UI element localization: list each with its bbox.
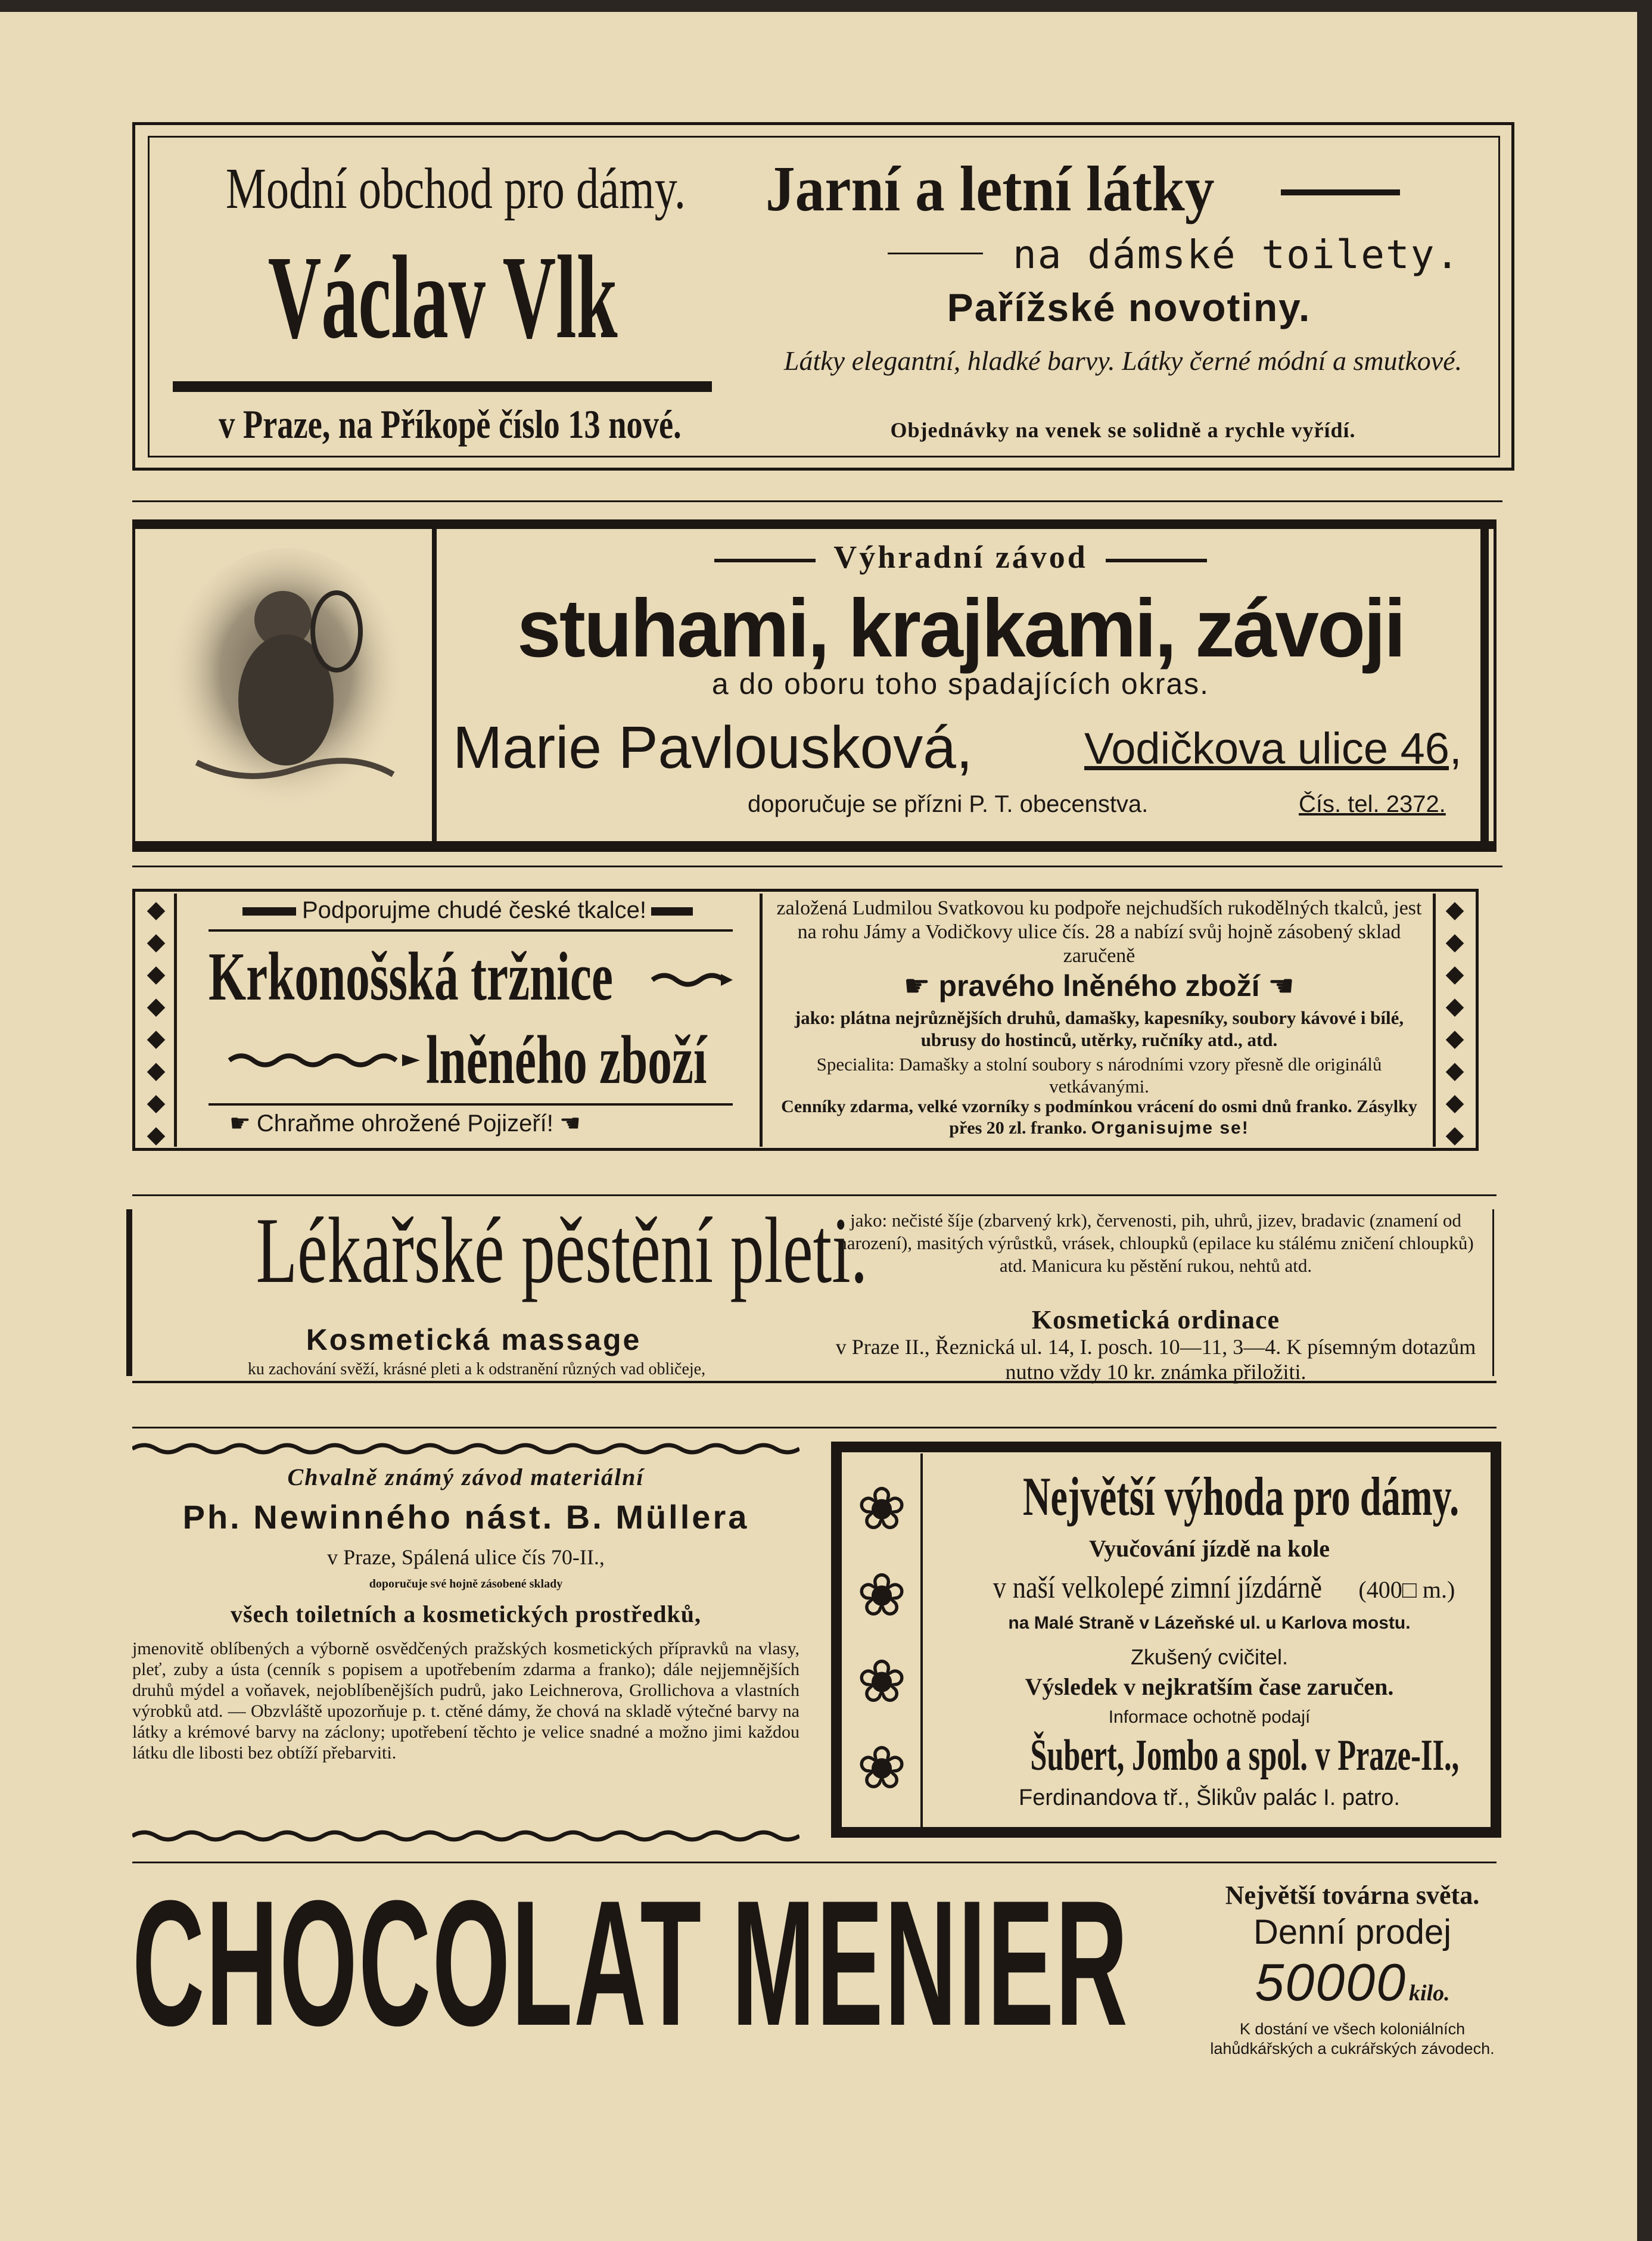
menier-brand: CHOCOLAT MENIER [132,1868,1130,2063]
vlk-orders: Objednávky na venek se solidně a rychle vyřídí. [890,418,1356,442]
pointing-hand-icon: ☛ [1268,969,1295,1003]
flower-ornament: ❀ [857,1474,907,1543]
trznice-headline: ☛ pravého lněného zboží ☛ [903,969,1295,1003]
vlk-fabrics: Látky elegantní, hladké barvy. Látky černé módní a smutkové. [783,346,1463,376]
menier-availability: K dostání ve všech koloniálních lahůdkářských a cukrářských závodech. [1210,2020,1495,2058]
vlk-novelty: Pařížské novotiny. [947,285,1311,329]
pointing-hand-icon: ☛ [229,1110,251,1137]
pavlouskova-recommend: doporučuje se přízni P. T. obecenstva. [748,791,1149,817]
separator-5 [132,1862,1497,1863]
kosmetika-massage: Kosmetická massage [306,1323,642,1356]
kosmetika-right-line [1492,1209,1494,1376]
menier-daily: Denní prodej [1253,1913,1452,1951]
cupid-vignette [155,536,417,834]
trznice-left-line [174,894,177,1147]
flower-ornament-column [846,1465,917,1811]
right-edge [1637,0,1652,2241]
pavlouskova-products: stuhami, krajkami, závoji [517,583,1404,674]
flower-ornament: ❀ [857,1646,907,1716]
wavy-rule-newinny-top [132,1442,799,1456]
newinny-address: v Praze, Spálená ulice čís 70-II., [327,1545,605,1569]
kosmetika-ordination: Kosmetická ordinace [1031,1305,1280,1334]
pavlouskova-divider [432,524,437,846]
jizdarna-line3: na Malé Straně v Lázeňské ul. u Karlova mostu. [1008,1613,1411,1633]
newinny-recommend: doporučuje své hojně zásobené sklady [369,1577,563,1591]
wavy-rule-1 [649,971,736,989]
pavlouskova-name: Marie Pavlousková, [453,714,973,781]
trznice-support: Podporujme chudé české tkalce! [179,895,757,926]
pavlouskova-exclusive: Výhradní závod [441,539,1480,575]
kosmetika-title: Lékařské pěstění pleti. [256,1199,868,1303]
trznice-divider [760,894,763,1147]
jizdarna-firm: Šubert, Jombo a spol. v Praze-II., [1030,1731,1460,1780]
newinny-headline: všech toiletních a kosmetických prostředků, [230,1601,702,1627]
trznice-rule-bottom [209,1103,733,1106]
trznice-protect: ☛ Chraňme ohrožené Pojizeří! ☛ [229,1108,754,1139]
jizdarna-line2: v naší velkolepé zimní jízdárně (400□ m.) [993,1571,1455,1605]
vlk-rule [173,381,712,392]
vlk-headline-dash [1281,189,1400,195]
pavlouskova-bottom-bar [132,841,1497,852]
jizdarna-line1: Vyučování jízdě na kole [1088,1535,1330,1562]
separator-1 [132,500,1502,502]
trznice-title1: Krkonošská tržnice [209,939,613,1015]
kosmetika-purpose: ku zachování svěží, krásné pleti a k odstranění různých vad obličeje, [247,1360,706,1378]
pavlouskova-right-bar [1480,524,1489,846]
kosmetika-left-bar [126,1209,132,1376]
jizdarna-address: Ferdinandova tř., Šlikův palác I. patro. [1019,1785,1400,1810]
newinny-body: jmenovitě oblíbených a výborně osvědčených pražských kosmetických přípravků na vlasy, pleť, zuby a ústa (cenník s popisem a upotřebením zdarma a franko); dále nejjemnějších druhů mýdel a voňavek, nejoblíbenějších pudrů, jako Leichnerova, Grollichova a vlastních výrobků atd. — Obzvláště upozorňuje p. t. ctěné dámy, že chová na skladě výtečné barvy na látky a krémové barvy na záclony; upotřebení těchto je velice snadné a možno jimi každou látku dle libosti bez obtíží přebarviti. [132,1639,799,1763]
trznice-right-line [1433,894,1436,1147]
pavlouskova-street: Vodičkova ulice 46, [1084,724,1462,773]
menier-amount: 50000 kilo. [1255,1953,1450,2012]
vlk-subline: na dámské toilety. [1013,232,1461,278]
vlk-address: v Praze, na Příkopě číslo 13 nové. [219,401,682,447]
pavlouskova-phone: Čís. tel. 2372. [1299,791,1446,817]
flower-ornament: ❀ [857,1733,907,1803]
trznice-specialty: Specialita: Damašky a stolní soubory s národními vzory přesně dle originálů vetkávanými. [816,1054,1382,1097]
newinny-intro: Chvalně známý závod materiální [287,1464,645,1490]
pavlouskova-top-bar [132,519,1497,529]
kosmetika-top-line [132,1194,1497,1196]
jizdarna-teacher: Zkušený cvičitel. [1130,1645,1289,1669]
menier-factory: Největší továrna světa. [1225,1881,1480,1910]
separator-4 [132,1427,1497,1428]
trznice-founded: založená Ludmilou Svatkovou ku podpoře nejchudších rukodělných tkalců, jest na rohu Jámy a Vodičkovy ulice čís. 28 a nabízí svůj hojně zásobený sklad zaručeně [776,897,1422,967]
diamond-border-left: ◆ ◆ ◆ ◆ ◆ ◆ ◆ ◆ [147,896,166,1148]
vlk-sub-dash [888,253,983,254]
wavy-rule-newinny-bottom [132,1829,799,1843]
jizdarna-inner-line [920,1453,923,1829]
newinny-name: Ph. Newinného nást. B. Müllera [182,1498,749,1536]
separator-2 [132,866,1502,867]
wavy-rule-2 [226,1051,423,1069]
kosmetika-conditions: jako: nečisté šíje (zbarvený krk), červenosti, pih, uhrů, jizev, bradavic (znamení od narození), masitých výrůstků, vrásek, chloupků (epilace ku stálému zničení chloupků) atd. Manicura ku pěstění rukou, nehtů atd. [838,1210,1474,1276]
trznice-title2: lněného zboží [426,1022,707,1098]
jizdarna-result: Výsledek v nejkratším čase zaručen. [1025,1673,1394,1700]
top-edge [0,0,1652,12]
vlk-headline: Jarní a letní látky [766,154,1215,225]
jizdarna-info: Informace ochotně podají [1108,1707,1311,1727]
vlk-shop: Modní obchod pro dámy. [225,157,686,221]
trznice-pricelists: Cenníky zdarma, velké vzorníky s podmínkou vrácení do osmi dnů franko. Zásylky přes 20 zl. franko. Organisujme se! [781,1097,1417,1138]
pointing-hand-icon: ☛ [559,1110,581,1137]
jizdarna-title: Největší výhoda pro dámy. [1022,1466,1460,1527]
pavlouskova-subline: a do oboru toho spadajících okras. [711,667,1210,701]
pointing-hand-icon: ☛ [903,969,931,1003]
kosmetika-address: v Praze II., Řeznická ul. 14, I. posch. 10—11, 3—4. K písemným dotazům nutno vždy 10 kr. známka přiložiti. [835,1335,1476,1384]
diamond-border-right: ◆ ◆ ◆ ◆ ◆ ◆ ◆ ◆ [1445,896,1464,1148]
vlk-name: Václav Vlk [267,232,618,363]
flower-ornament: ❀ [857,1560,907,1630]
trznice-goods: jako: plátna nejrůznějších druhů, damašky, kapesníky, soubory kávové i bílé, ubrusy do hostinců, utěrky, ručníky atd., atd. [794,1007,1404,1050]
trznice-rule-top [209,929,733,932]
